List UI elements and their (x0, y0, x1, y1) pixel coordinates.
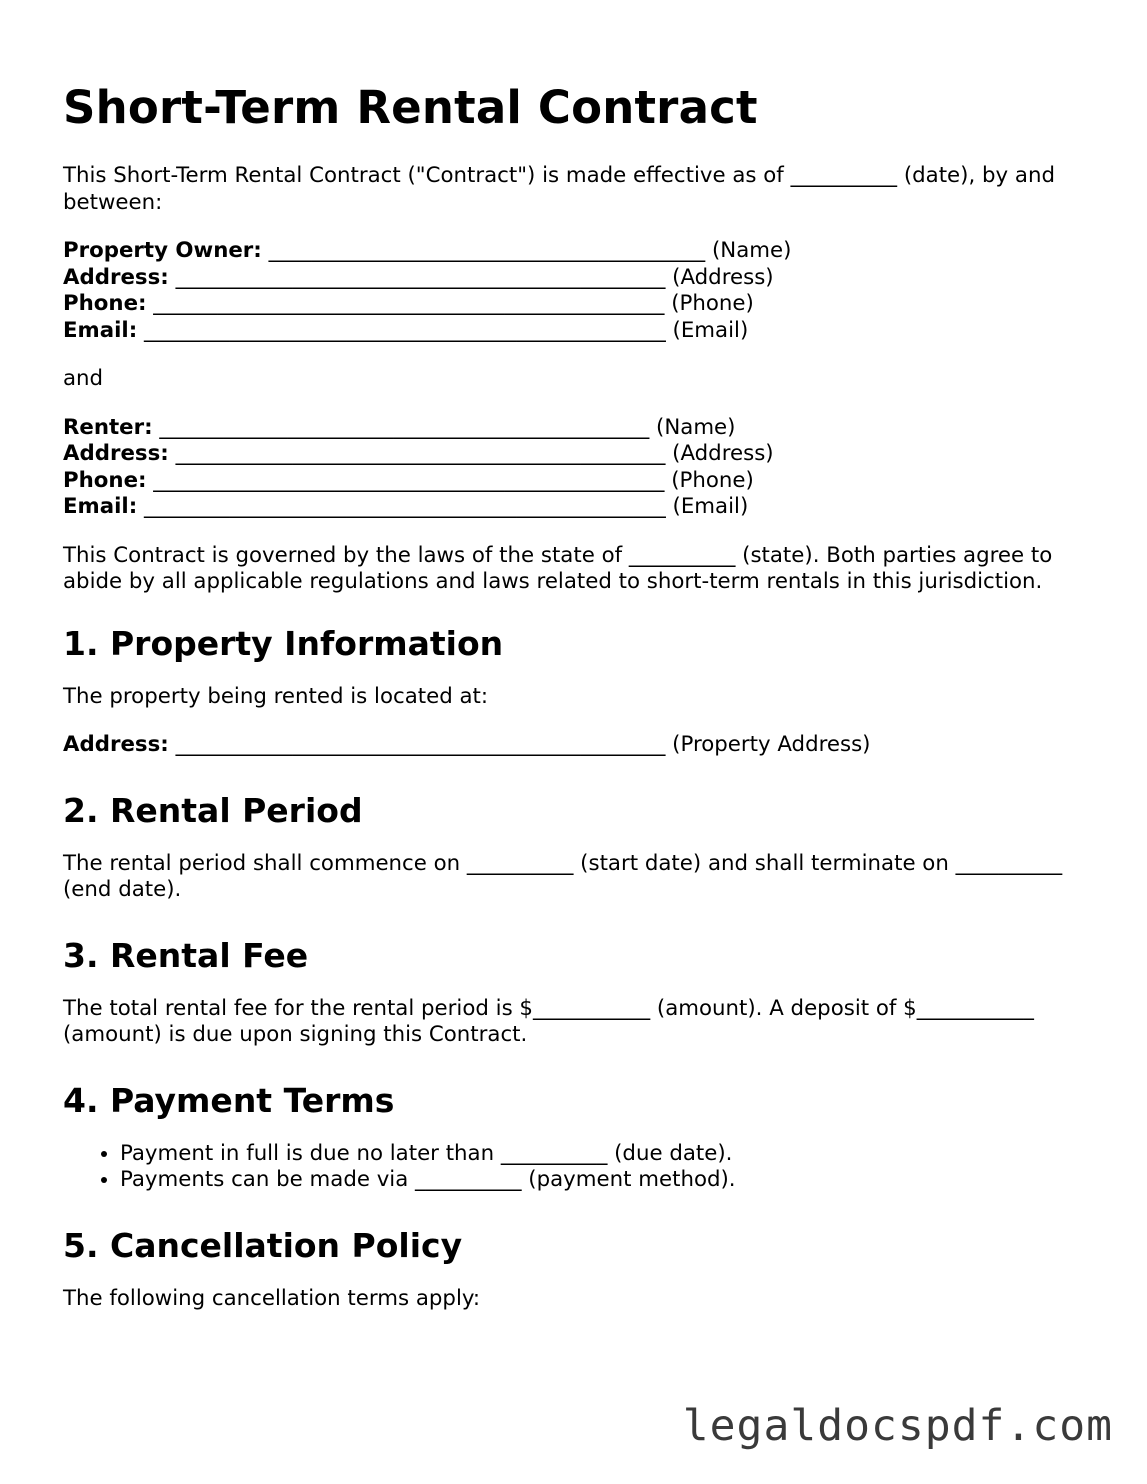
section-heading-rental-fee: 3. Rental Fee (63, 935, 309, 975)
renter-email-row (63, 494, 1093, 521)
owner-phone-row (63, 291, 1093, 318)
field-blank: ______________________________________________ (Address) (168, 441, 774, 466)
renter-address-row (63, 441, 1093, 468)
field-label: Address: (63, 441, 169, 466)
owner-email-row (63, 318, 1093, 345)
field-blank: ______________________________________________ (Address) (168, 264, 774, 290)
field-blank: _________________________________________________ (Email) (137, 494, 749, 519)
rental-fee-paragraph: The total rental fee for the rental period is $___________ (amount). A deposit of $___________ (amount) is due upon signing this Contract. (63, 995, 1034, 1047)
field-blank: _________________________________________ (Name) (261, 238, 792, 263)
page-title: Short-Term Rental Contract (63, 81, 758, 134)
field-label: Email: (63, 317, 138, 343)
watermark-logo: legaldocspdf.com (682, 1401, 1113, 1451)
field-blank: ______________________________________________ (Name) (152, 414, 736, 440)
contract-document (63, 80, 1093, 1334)
governing-law-paragraph: This Contract is governed by the laws of the state of __________ (state). Both parties agree to abide by all applicable regulations and laws related to short-term rentals in this jurisdiction. (63, 542, 1053, 594)
owner-address-row (63, 265, 1093, 292)
and-text: and (63, 366, 104, 391)
field-label: Address: (63, 264, 169, 290)
property-address-field (63, 732, 1093, 759)
property-intro: The property being rented is located at: (63, 683, 489, 709)
field-blank: ______________________________________________ (Property Address) (168, 732, 871, 757)
list-item: • Payment in full is due no later than __________ (due date). (120, 1141, 1093, 1168)
section-heading-payment-terms: 4. Payment Terms (63, 1080, 395, 1120)
payment-terms-list (63, 1141, 1093, 1194)
intro-paragraph: This Short-Term Rental Contract ("Contract") is made effective as of __________ (date), by and between: (63, 163, 1055, 215)
section-heading-rental-period: 2. Rental Period (63, 790, 363, 830)
field-label: Phone: (63, 467, 147, 493)
section-heading-property: 1. Property Information (63, 623, 504, 663)
field-label: Phone: (63, 291, 147, 316)
field-label: Address: (63, 732, 169, 757)
field-label: Property Owner: (63, 238, 262, 263)
field-label: Email: (63, 494, 138, 519)
field-blank: ________________________________________________ (Phone) (146, 467, 754, 493)
field-label: Renter: (63, 414, 153, 440)
renter-fields (63, 415, 1093, 521)
field-blank: ________________________________________________ (Phone) (146, 291, 754, 316)
rental-period-paragraph: The rental period shall commence on __________ (start date) and shall terminate on __________ (end date). (63, 850, 1063, 902)
list-item: • Payments can be made via __________ (payment method). (120, 1167, 1093, 1194)
section-heading-cancellation: 5. Cancellation Policy (63, 1225, 463, 1265)
cancellation-intro: The following cancellation terms apply: (63, 1285, 481, 1311)
property-address-row (63, 732, 1093, 759)
renter-name-row (63, 415, 1093, 442)
owner-fields (63, 238, 1093, 344)
owner-name-row (63, 238, 1093, 265)
field-blank: _________________________________________________ (Email) (137, 317, 749, 343)
renter-phone-row (63, 468, 1093, 495)
